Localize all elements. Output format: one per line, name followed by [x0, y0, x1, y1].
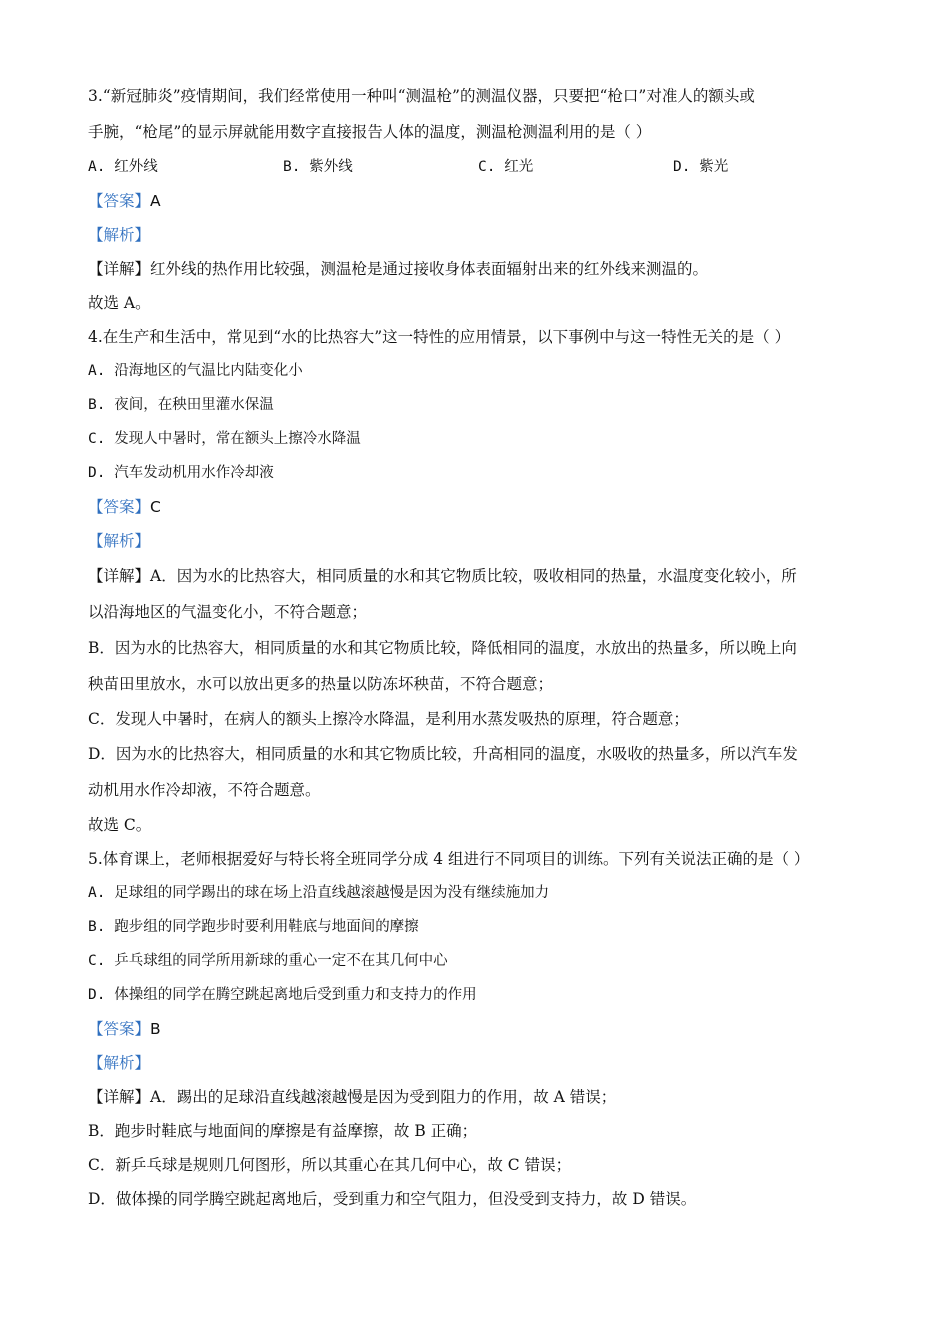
answer-tag: 【答案】 — [88, 1020, 151, 1038]
detail-text: 红外线的热作用比较强，测温枪是通过接收身体表面辐射出来的红外线来测温的。 — [150, 260, 709, 278]
q3-options — [88, 150, 878, 184]
q4-detail-b-line-1: B．因为水的比热容大，相同质量的水和其它物质比较，降低相同的温度，水放出的热量多，所以晚上向 — [88, 639, 797, 657]
q3-stem-line-2: 手腕，“枪尾”的显示屏就能用数字直接报告人体的温度，测温枪测温利用的是（ ） — [88, 123, 652, 141]
q4-conclusion: 故选 C。 — [88, 816, 152, 834]
q5-answer — [88, 1012, 878, 1046]
q4-detail-a-line-2: 以沿海地区的气温变化小，不符合题意； — [88, 603, 368, 621]
document-page — [88, 78, 878, 1216]
q3-analysis-tag: 【解析】 — [88, 226, 151, 244]
q4-detail-c: C．发现人中暑时，在病人的额头上擦冷水降温，是利用水蒸发吸热的原理，符合题意； — [88, 710, 689, 728]
q5-detail-a — [88, 1080, 878, 1114]
detail-tag: 【详解】 — [88, 260, 151, 278]
q3-option-a: A. 红外线 — [88, 159, 158, 175]
q3-conclusion: 故选 A。 — [88, 294, 151, 312]
q3-option-d: D. 紫光 — [673, 159, 729, 175]
answer-tag: 【答案】 — [88, 498, 151, 516]
q5-detail-d: D．做体操的同学腾空跳起离地后，受到重力和空气阻力，但没受到支持力，故 D 错误。 — [88, 1190, 697, 1208]
q5-stem: 5.体育课上，老师根据爱好与特长将全班同学分成 4 组进行不同项目的训练。下列有关说法正确的是（ ） — [88, 850, 810, 868]
q5-option-d: D. 体操组的同学在腾空跳起离地后受到重力和支持力的作用 — [88, 987, 477, 1003]
q3-option-b: B. 紫外线 — [283, 159, 353, 175]
answer-value: C — [150, 498, 161, 516]
q3-option-c: C. 红光 — [478, 159, 534, 175]
answer-tag: 【答案】 — [88, 192, 151, 210]
q3-detail — [88, 252, 878, 286]
q3-stem-line-1: 3.“新冠肺炎”疫情期间，我们经常使用一种叫“测温枪”的测温仪器，只要把“枪口”对准人的额头或 — [88, 87, 755, 105]
q4-detail-d-line-1: D．因为水的比热容大，相同质量的水和其它物质比较，升高相同的温度，水吸收的热量多，所以汽车发 — [88, 745, 798, 763]
q4-option-d: D. 汽车发动机用水作冷却液 — [88, 465, 274, 481]
detail-text: A．踢出的足球沿直线越滚越慢是因为受到阻力的作用，故 A 错误； — [150, 1088, 617, 1106]
answer-value: A — [150, 192, 161, 210]
detail-tag: 【详解】 — [88, 1088, 151, 1106]
q4-analysis-tag: 【解析】 — [88, 532, 151, 550]
q4-detail-d-line-2: 动机用水作冷却液，不符合题意。 — [88, 781, 321, 799]
q5-option-c: C. 乒乓球组的同学所用新球的重心一定不在其几何中心 — [88, 953, 448, 969]
q5-analysis-tag: 【解析】 — [88, 1054, 151, 1072]
q5-option-a: A. 足球组的同学踢出的球在场上沿直线越滚越慢是因为没有继续施加力 — [88, 885, 550, 901]
q4-detail-b-line-2: 秧苗田里放水，水可以放出更多的热量以防冻坏秧苗，不符合题意； — [88, 675, 554, 693]
q5-detail-c: C．新乒乓球是规则几何图形，所以其重心在其几何中心，故 C 错误； — [88, 1156, 572, 1174]
q4-option-c: C. 发现人中暑时，常在额头上擦冷水降温 — [88, 431, 361, 447]
q4-detail-a-line-1 — [88, 558, 878, 594]
q3-answer — [88, 184, 878, 218]
q4-option-b: B. 夜间，在秧田里灌水保温 — [88, 397, 274, 413]
answer-value: B — [150, 1020, 161, 1038]
q4-stem: 4.在生产和生活中，常见到“水的比热容大”这一特性的应用情景，以下事例中与这一特性无关的是（ ） — [88, 328, 791, 346]
q5-option-b: B. 跑步组的同学跑步时要利用鞋底与地面间的摩擦 — [88, 919, 419, 935]
q5-detail-b: B．跑步时鞋底与地面间的摩擦是有益摩擦，故 B 正确； — [88, 1122, 478, 1140]
detail-tag: 【详解】 — [88, 567, 151, 585]
q4-option-a: A. 沿海地区的气温比内陆变化小 — [88, 363, 303, 379]
q4-answer — [88, 490, 878, 524]
detail-text: A．因为水的比热容大，相同质量的水和其它物质比较，吸收相同的热量，水温度变化较小，所 — [150, 567, 797, 585]
